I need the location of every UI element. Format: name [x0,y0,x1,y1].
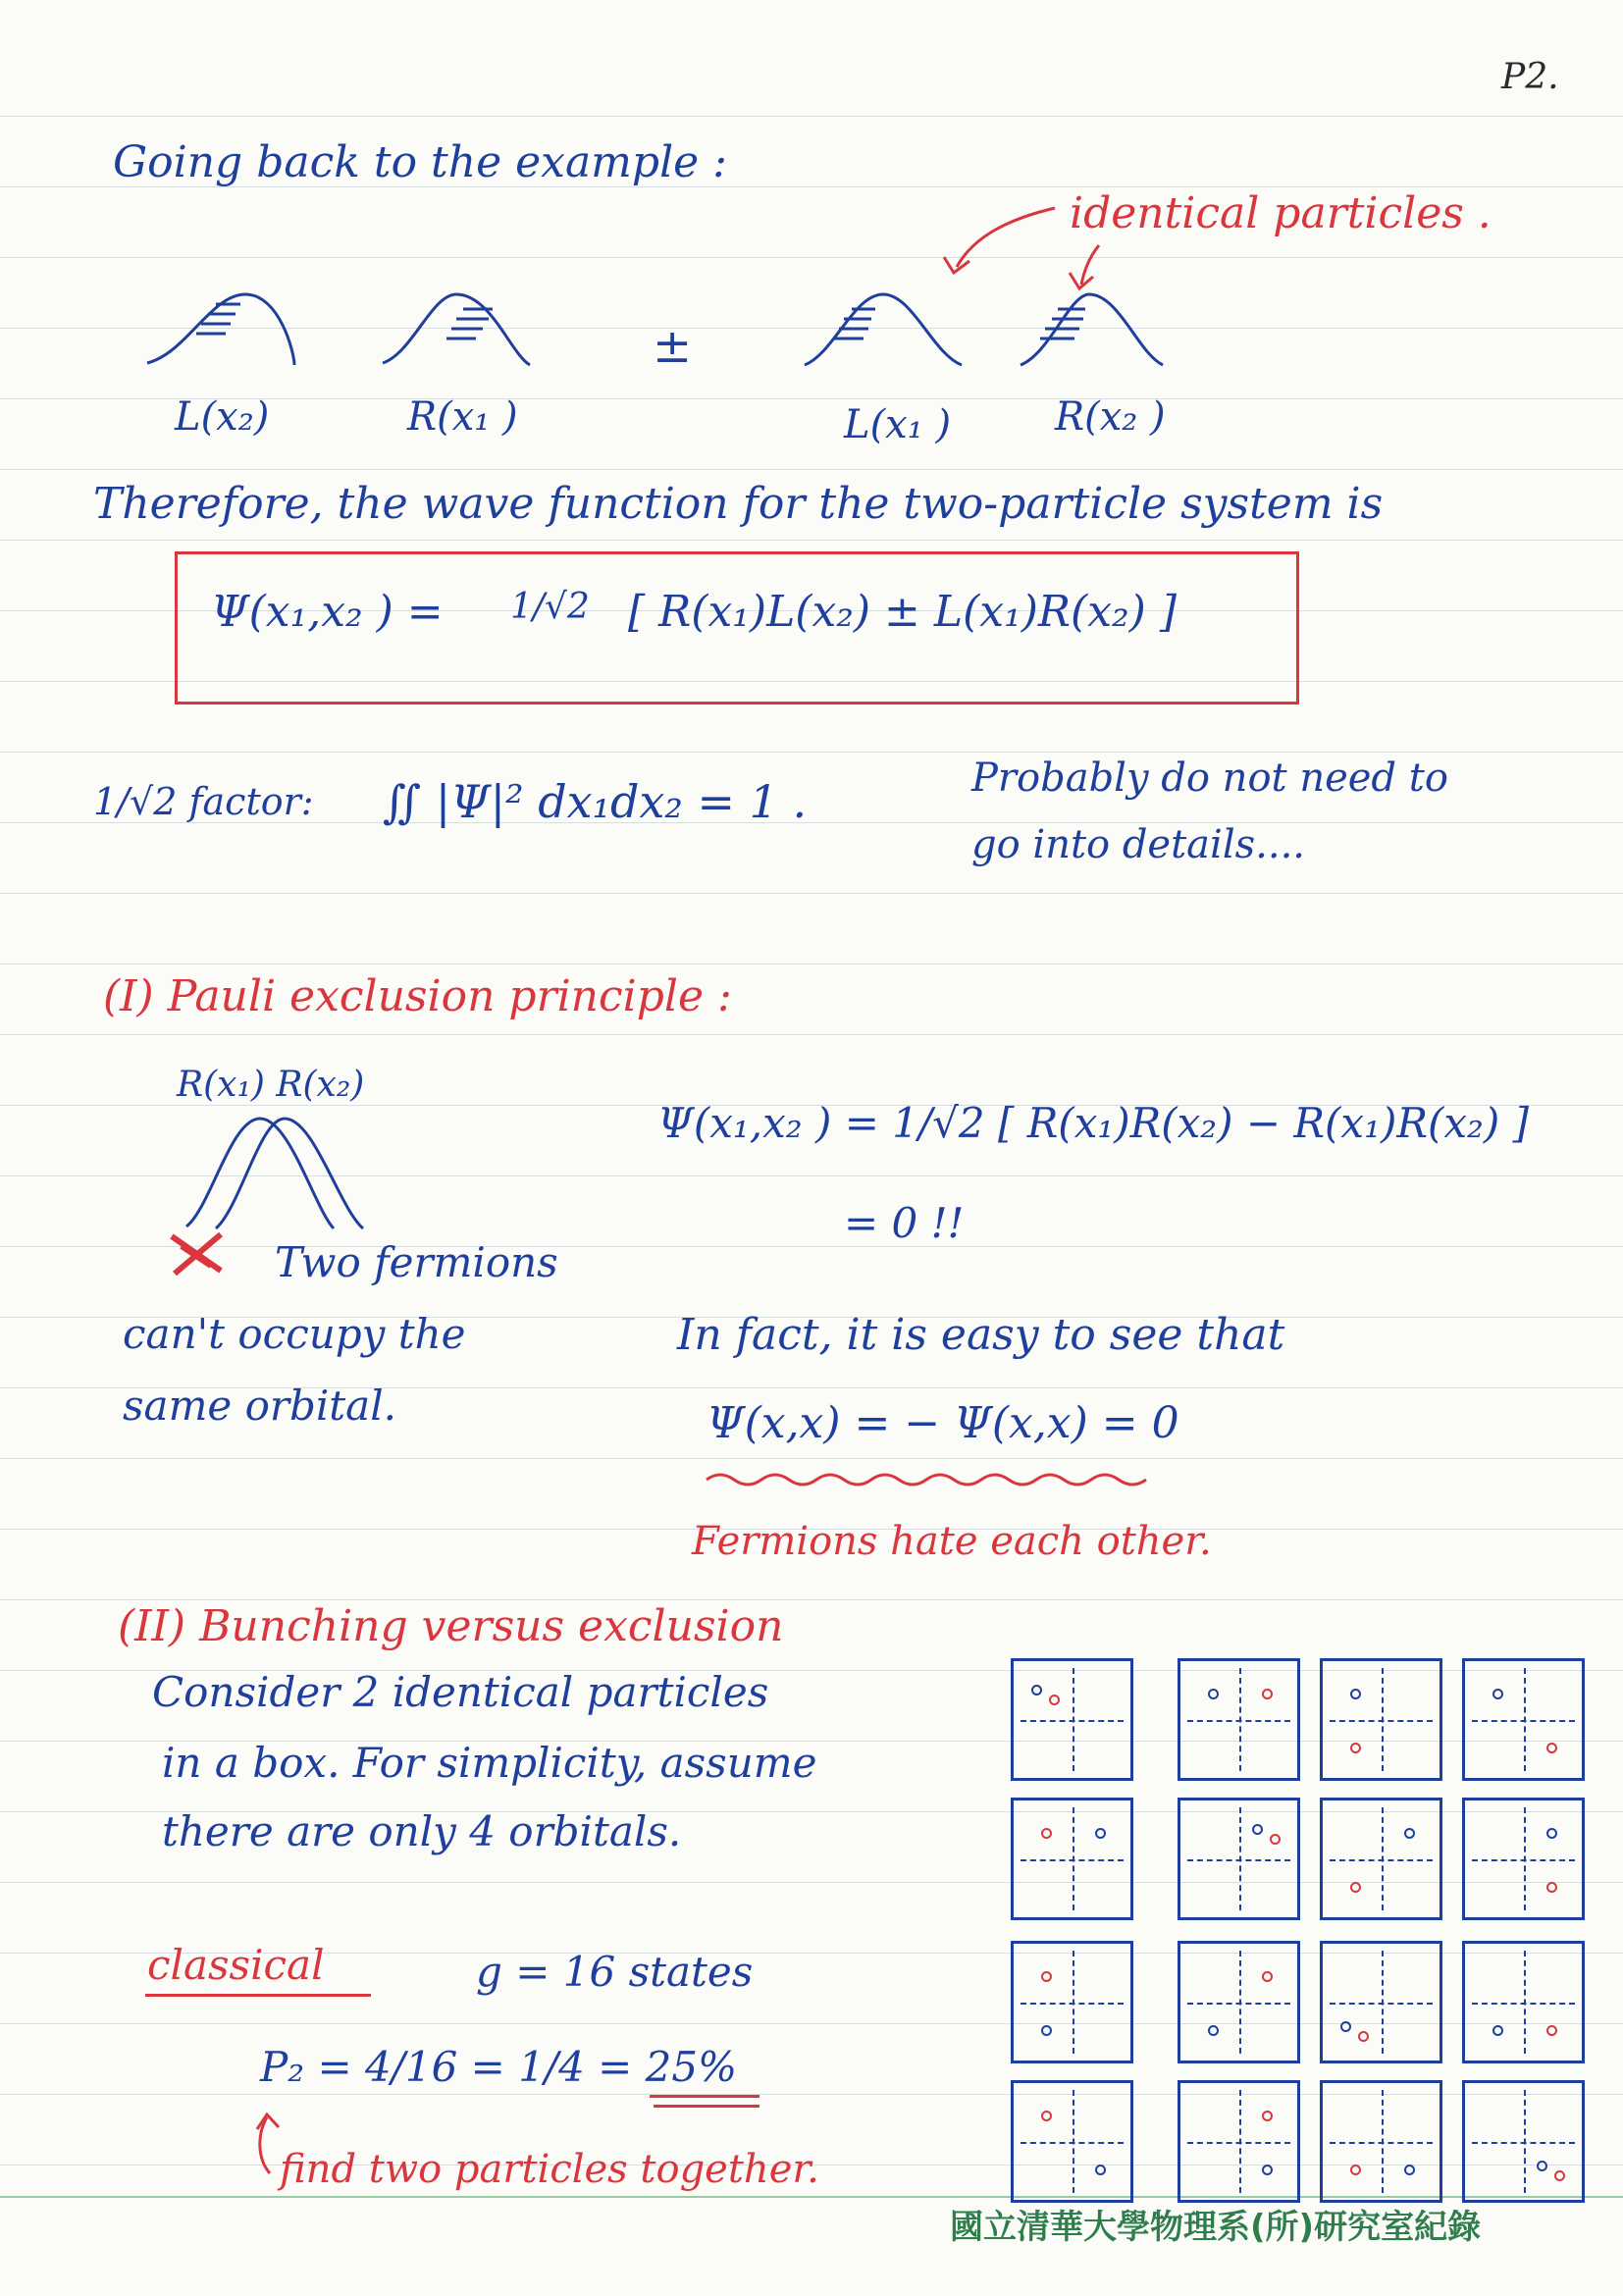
state-box-divider [1330,1859,1433,1861]
peak-label-2: R(x₁ ) [407,394,518,440]
state-box-divider [1330,1720,1433,1722]
particle-blue [1340,2021,1351,2032]
identical-particles-note: identical particles . [1070,188,1492,238]
state-box-divider [1330,2142,1433,2144]
peak-label-4: R(x₂ ) [1055,394,1166,440]
ruled-line [0,540,1623,541]
state-box [1462,2080,1585,2203]
peak-label-1: L(x₂) [175,394,270,440]
states-count: g = 16 states [476,1948,754,1996]
state-box [1320,1658,1442,1781]
state-box-divider [1187,2142,1290,2144]
state-box [1320,1798,1442,1920]
state-box-divider [1472,2142,1575,2144]
wavefunction-lhs: Ψ(x₁,x₂ ) = [211,587,444,637]
intro-text: Going back to the example : [113,137,727,187]
state-box-divider [1021,2142,1124,2144]
footer-label: 國立清華大學物理系(所)研究室紀錄 [950,2208,1482,2247]
bunching-heading: (II) Bunching versus exclusion [118,1601,784,1651]
particle-blue [1492,2025,1503,2036]
state-box-divider [1021,1859,1124,1861]
state-box-divider [1187,2003,1290,2005]
ruled-line [0,1458,1623,1459]
particle-red [1358,2031,1369,2042]
state-box-divider [1472,2003,1575,2005]
details-note-line1: Probably do not need to [971,756,1448,801]
particle-blue [1095,1828,1106,1839]
particle-blue [1404,1828,1415,1839]
fermions-note-line1: Two fermions [275,1238,558,1286]
normalization-label: 1/√2 factor: [93,780,314,823]
state-box-divider [1021,2003,1124,2005]
classical-underline [145,1994,371,1997]
fermions-note-line3: same orbital. [123,1382,397,1430]
fact-line: In fact, it is easy to see that [677,1310,1285,1360]
fermions-hate-note: Fermions hate each other. [692,1519,1212,1564]
particle-red [1049,1695,1060,1705]
particle-blue [1041,2025,1052,2036]
particle-red [1041,1828,1052,1839]
state-box-divider [1187,1859,1290,1861]
state-box-divider [1472,1859,1575,1861]
therefore-text: Therefore, the wave function for the two-particle system is [93,479,1384,529]
particle-red [1041,2111,1052,2121]
state-box [1178,2080,1300,2203]
wavefunction-rhs: [ R(x₁)L(x₂) ± L(x₁)R(x₂) ] [628,587,1177,637]
ruled-line [0,469,1623,470]
classical-label: classical [147,1941,325,1989]
state-box [1178,1941,1300,2063]
percent-underline-1 [650,2095,759,2098]
state-box [1011,1658,1133,1781]
ruled-line [0,893,1623,894]
state-box [1011,1941,1133,2063]
particle-blue [1404,2165,1415,2175]
state-box [1462,1658,1585,1781]
particle-red [1270,1834,1281,1845]
normalization-equation: ∬ |Ψ|² dx₁dx₂ = 1 . [383,775,808,828]
particle-blue [1350,1689,1361,1699]
state-box [1462,1941,1585,2063]
state-box [1462,1798,1585,1920]
state-box-divider [1187,1720,1290,1722]
pauli-equation: Ψ(x₁,x₂ ) = 1/√2 [ R(x₁)R(x₂) − R(x₁)R(x₂) ] [657,1099,1529,1147]
particle-blue [1208,2025,1219,2036]
plus-minus-sign: ± [653,319,693,374]
particle-blue [1262,2165,1273,2175]
particle-red [1350,1743,1361,1753]
bunching-line1: Consider 2 identical particles [152,1668,769,1716]
bunching-line2: in a box. For simplicity, assume [162,1739,817,1787]
particle-red [1546,1743,1557,1753]
state-box-divider [1330,2003,1433,2005]
percent-underline-2 [654,2105,759,2108]
particle-red [1262,2111,1273,2121]
particle-red [1554,2170,1565,2181]
ruled-line [0,752,1623,753]
peak-label-3: L(x₁ ) [844,402,952,447]
particle-blue [1095,2165,1106,2175]
particle-red [1350,2165,1361,2175]
particle-red [1350,1882,1361,1893]
particle-red [1262,1971,1273,1982]
state-box-divider [1021,1720,1124,1722]
page-number: P2. [1501,57,1559,97]
particle-red [1546,2025,1557,2036]
peak-sketches [0,0,1623,451]
particle-red [1041,1971,1052,1982]
find-together-note: find two particles together. [280,2147,819,2192]
ruled-line [0,1599,1623,1600]
state-box [1011,2080,1133,2203]
ruled-line [0,964,1623,965]
state-box [1011,1798,1133,1920]
particle-red [1262,1689,1273,1699]
ruled-line [0,1246,1623,1247]
state-box [1178,1798,1300,1920]
bunching-line3: there are only 4 orbitals. [162,1807,682,1855]
fermions-note-line2: can't occupy the [123,1310,466,1358]
state-box [1320,2080,1442,2203]
particle-red [1546,1882,1557,1893]
pauli-peak-label: R(x₁) R(x₂) [177,1065,365,1105]
particle-blue [1492,1689,1503,1699]
fact-equation: Ψ(x,x) = − Ψ(x,x) = 0 [707,1398,1179,1448]
ruled-line [0,1034,1623,1035]
particle-blue [1031,1685,1042,1696]
state-box-divider [1472,1720,1575,1722]
particle-blue [1546,1828,1557,1839]
details-note-line2: go into details.... [971,822,1305,867]
pauli-equals-zero: = 0 !! [844,1199,965,1247]
wavefunction-fraction: 1/√2 [510,587,590,627]
state-box [1320,1941,1442,2063]
ruled-line [0,1175,1623,1176]
state-box [1178,1658,1300,1781]
probability-equation: P₂ = 4/16 = 1/4 = 25% [260,2043,738,2091]
particle-blue [1537,2161,1547,2171]
particle-blue [1252,1824,1263,1835]
particle-blue [1208,1689,1219,1699]
pauli-heading: (I) Pauli exclusion principle : [103,971,732,1021]
